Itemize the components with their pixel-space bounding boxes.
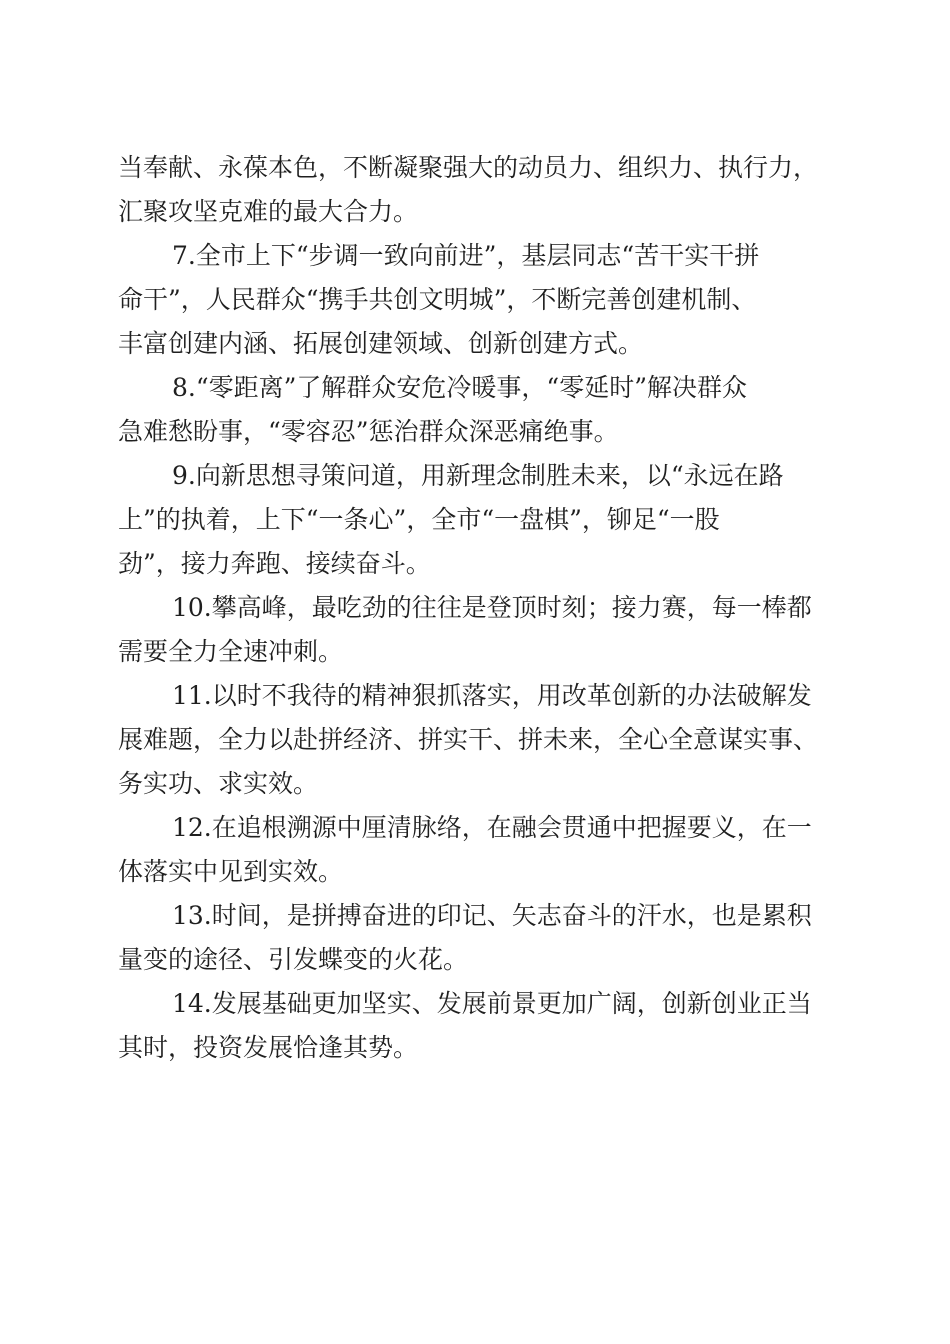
line-text: 8.“零距离”了解群众安危冷暖事，“零延时”解决群众	[172, 373, 747, 402]
line-text: 9.向新思想寻策问道，用新理念制胜未来，以“永远在路	[172, 461, 784, 490]
line-text: 务实功、求实效。	[118, 769, 319, 798]
line-text: 命干”，人民群众“携手共创文明城”，不断完善创建机制、	[118, 285, 757, 314]
line-text: 需要全力全速冲刺。	[118, 637, 344, 666]
line-text: 其时，投资发展恰逢其势。	[118, 1033, 419, 1062]
line-text: 12.在追根溯源中厘清脉络，在融会贯通中把握要义，在一	[172, 813, 812, 842]
line-text: 汇聚攻坚克难的最大合力。	[118, 197, 419, 226]
line-text: 10.攀高峰，最吃劲的往往是登顶时刻；接力赛，每一棒都	[172, 593, 812, 622]
text-line	[0, 1020, 950, 1076]
line-text: 急难愁盼事，“零容忍”惩治群众深恶痛绝事。	[118, 417, 619, 446]
line-text: 丰富创建内涵、拓展创建领域、创新创建方式。	[118, 329, 644, 358]
line-text: 量变的途径、引发蝶变的火花。	[118, 945, 469, 974]
line-text: 7.全市上下“步调一致向前进”，基层同志“苦干实干拼	[172, 241, 760, 270]
line-text: 体落实中见到实效。	[118, 857, 344, 886]
line-text: 劲”，接力奔跑、接续奋斗。	[118, 549, 431, 578]
line-text: 14.发展基础更加坚实、发展前景更加广阔，创新创业正当	[172, 989, 812, 1018]
line-text: 上”的执着，上下“一条心”，全市“一盘棋”，铆足“一股	[118, 505, 720, 534]
line-text: 展难题，全力以赴拼经济、拼实干、拼未来，全心全意谋实事、	[118, 725, 819, 754]
line-text: 13.时间，是拼搏奋进的印记、矢志奋斗的汗水，也是累积	[172, 901, 812, 930]
line-text: 当奉献、永葆本色，不断凝聚强大的动员力、组织力、执行力，	[118, 153, 819, 182]
line-text: 11.以时不我待的精神狠抓落实，用改革创新的办法破解发	[172, 681, 812, 710]
